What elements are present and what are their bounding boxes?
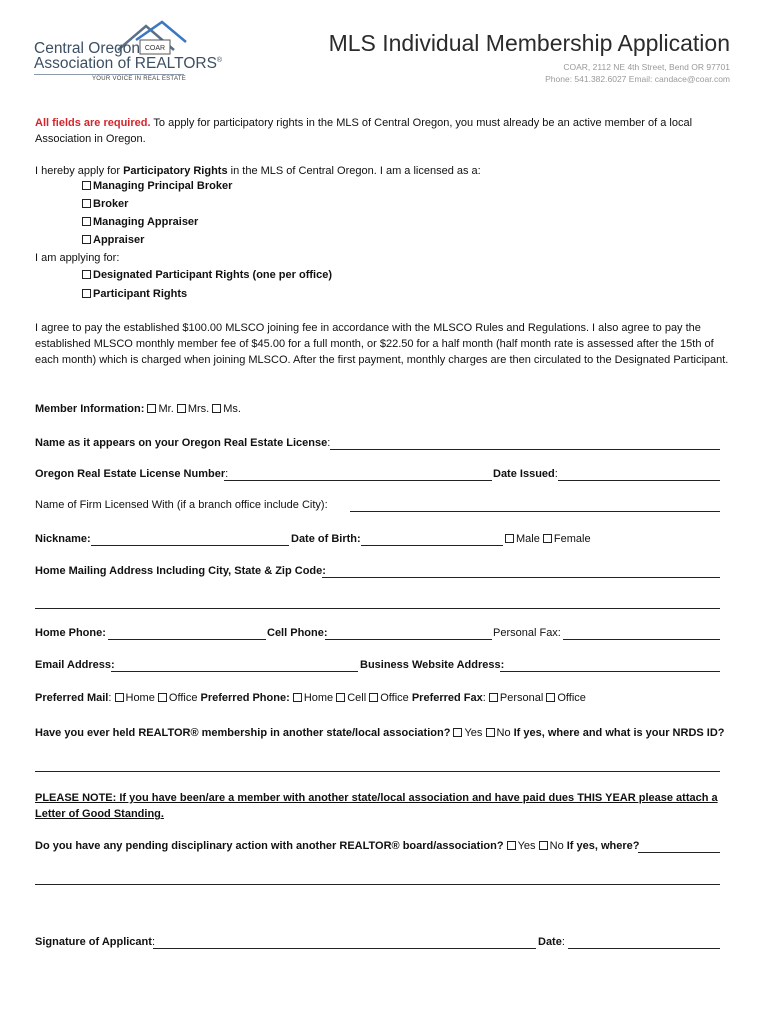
dob-field[interactable] xyxy=(361,545,503,546)
realtor-question: Have you ever held REALTOR® membership in another state/local association? xyxy=(35,727,451,739)
signature-text: Signature of Applicant xyxy=(35,936,152,948)
pref-fax-office-label: Office xyxy=(557,692,586,704)
nickname-field[interactable] xyxy=(91,545,289,546)
note-text: PLEASE NOTE: If you have been/are a member with another state/local association and have paid dues THIS YEAR please attach a Letter of Good Standing. xyxy=(35,792,718,820)
female-checkbox[interactable] xyxy=(543,534,552,543)
discipline-no-checkbox[interactable] xyxy=(539,841,548,850)
realtor-no-checkbox[interactable] xyxy=(486,728,495,737)
pref-fax-label: Preferred Fax xyxy=(411,692,483,704)
where-question: If yes, where? xyxy=(566,840,640,852)
personal-fax-field[interactable] xyxy=(563,639,720,640)
title-ms-label: Ms. xyxy=(223,403,241,415)
option-label: Managing Appraiser xyxy=(93,216,199,228)
logo-divider xyxy=(34,74,184,75)
discipline-row xyxy=(35,840,640,852)
date-text: Date xyxy=(538,936,562,948)
pref-mail-home-checkbox[interactable] xyxy=(115,693,124,702)
license-number-field[interactable] xyxy=(224,480,492,481)
pref-fax-personal-checkbox[interactable] xyxy=(489,693,498,702)
discipline-yes-label: Yes xyxy=(517,840,536,852)
date-label: Date: xyxy=(538,936,565,948)
discipline-yes-checkbox[interactable] xyxy=(507,841,516,850)
rights-option-participant[interactable] xyxy=(82,288,187,300)
email-field[interactable] xyxy=(111,671,358,672)
address-field-2[interactable] xyxy=(35,608,720,609)
realtor-no-label: No xyxy=(496,727,511,739)
date-issued-label: Date Issued: xyxy=(493,468,558,480)
date-issued-text: Date Issued xyxy=(493,468,555,480)
applying-label: I am applying for: xyxy=(35,252,120,264)
option-label: Broker xyxy=(93,198,129,210)
realtor-yes-label: Yes xyxy=(464,727,483,739)
website-field[interactable] xyxy=(500,671,720,672)
intro-text: To apply for participatory rights in the MLS of Central Oregon, you must already be an active member of a local Association in Oregon. xyxy=(35,117,693,145)
option-label: Managing Principal Broker xyxy=(93,180,233,192)
website-label: Business Website Address: xyxy=(360,659,505,671)
org-name-line2 xyxy=(34,55,222,73)
cell-phone-label: Cell Phone: xyxy=(267,627,328,639)
pref-fax-personal-label: Personal xyxy=(499,692,544,704)
license-option-appraiser[interactable] xyxy=(82,234,144,246)
checkbox[interactable] xyxy=(82,289,91,298)
title-mrs-label: Mrs. xyxy=(187,403,210,415)
gender-options xyxy=(505,533,591,545)
option-label: Designated Participant Rights (one per office) xyxy=(93,269,332,281)
org-name-line1: Central Oregon xyxy=(34,40,140,57)
name-label: Name as it appears on your Oregon Real Estate License xyxy=(35,437,328,449)
title-mrs-checkbox[interactable] xyxy=(177,404,186,413)
male-checkbox[interactable] xyxy=(505,534,514,543)
checkbox[interactable] xyxy=(82,217,91,226)
pref-phone-cell-label: Cell xyxy=(347,692,367,704)
title-mr-checkbox[interactable] xyxy=(147,404,156,413)
pref-fax-office-checkbox[interactable] xyxy=(546,693,555,702)
name-row: Name as it appears on your Oregon Real Estate License: xyxy=(35,437,331,449)
firm-label: Name of Firm Licensed With (if a branch office include City): xyxy=(35,499,328,511)
nrds-answer-field[interactable] xyxy=(35,771,720,772)
org-reg-mark: ® xyxy=(216,56,223,64)
email-label: Email Address: xyxy=(35,659,115,671)
title-ms-checkbox[interactable] xyxy=(212,404,221,413)
female-label: Female xyxy=(553,533,591,545)
nrds-question: If yes, where and what is your NRDS ID? xyxy=(513,727,725,739)
home-phone-field[interactable] xyxy=(108,639,266,640)
checkbox[interactable] xyxy=(82,181,91,190)
address-field-1[interactable] xyxy=(322,577,720,578)
apply-lead-bold: Participatory Rights xyxy=(123,165,228,177)
cell-phone-field[interactable] xyxy=(325,639,492,640)
date-issued-field[interactable] xyxy=(558,480,720,481)
apply-statement xyxy=(35,163,735,179)
name-field[interactable] xyxy=(330,449,720,450)
firm-field[interactable] xyxy=(350,511,720,512)
discipline-question: Do you have any pending disciplinary action with another REALTOR® board/association? xyxy=(35,840,504,852)
org-contact xyxy=(545,61,730,85)
pref-mail-office-checkbox[interactable] xyxy=(158,693,167,702)
discipline-answer-field[interactable] xyxy=(35,884,720,885)
option-label: Participant Rights xyxy=(93,288,188,300)
member-info-row xyxy=(35,403,241,415)
pref-phone-home-label: Home xyxy=(303,692,334,704)
license-number-label: Oregon Real Estate License Number: xyxy=(35,468,229,480)
good-standing-note xyxy=(35,790,735,822)
title-mr-label: Mr. xyxy=(158,403,174,415)
home-phone-label: Home Phone: xyxy=(35,627,106,639)
discipline-no-label: No xyxy=(549,840,564,852)
license-label: Oregon Real Estate License Number xyxy=(35,468,226,480)
license-option-mpb[interactable] xyxy=(82,180,232,192)
address-label: Home Mailing Address Including City, State & Zip Code: xyxy=(35,565,326,577)
preferences-row: Preferred Mail: Home Office Preferred Phone: Home Cell Office Preferred Fax: Personal Office xyxy=(35,692,586,704)
org-name-line2-text: Association of REALTORS xyxy=(34,55,217,72)
license-option-managing-appraiser[interactable] xyxy=(82,216,198,228)
signature-label: Signature of Applicant: xyxy=(35,936,155,948)
pref-phone-cell-checkbox[interactable] xyxy=(336,693,345,702)
member-info-label: Member Information: xyxy=(35,403,145,415)
checkbox[interactable] xyxy=(82,270,91,279)
nickname-label: Nickname: xyxy=(35,533,91,545)
license-option-broker[interactable] xyxy=(82,198,128,210)
fee-paragraph: I agree to pay the established $100.00 MLSCO joining fee in accordance with the MLSCO Rules and Regulations. I also agree to pay the established MLSCO monthly member fee of $45.00 for a full month, or $22.50 for a half month (half month rate is assessed after the 15th of each month) which is charged when joining MLSCO. After the first payment, monthly charges are then circulated to the Designated Participant. xyxy=(35,322,729,366)
pref-mail-home-label: Home xyxy=(125,692,155,704)
pref-mail-label: Preferred Mail xyxy=(35,692,109,704)
pref-phone-label: Preferred Phone: xyxy=(200,692,290,704)
rights-option-designated[interactable] xyxy=(82,269,332,281)
pref-phone-office-checkbox[interactable] xyxy=(369,693,378,702)
intro-paragraph xyxy=(35,115,735,147)
realtor-yes-checkbox[interactable] xyxy=(453,728,462,737)
org-phone-email: Phone: 541.382.6027 Email: candace@coar.com xyxy=(545,74,730,84)
apply-lead: I hereby apply for xyxy=(35,165,124,177)
required-notice: All fields are required. xyxy=(35,117,151,129)
personal-fax-label: Personal Fax: xyxy=(493,627,561,639)
pref-phone-office-label: Office xyxy=(380,692,409,704)
checkbox[interactable] xyxy=(82,235,91,244)
where-field[interactable] xyxy=(638,852,720,853)
signature-field[interactable] xyxy=(153,948,536,949)
apply-lead-tail: in the MLS of Central Oregon. I am a licensed as a: xyxy=(227,165,481,177)
page-title: MLS Individual Membership Application xyxy=(328,30,730,56)
option-label: Appraiser xyxy=(93,234,145,246)
realtor-question-row xyxy=(35,727,725,739)
pref-mail-office-label: Office xyxy=(168,692,198,704)
checkbox[interactable] xyxy=(82,199,91,208)
org-tagline: YOUR VOICE IN REAL ESTATE xyxy=(92,76,187,82)
logo-badge: COAR xyxy=(144,45,166,52)
date-field[interactable] xyxy=(568,948,720,949)
dob-label: Date of Birth: xyxy=(291,533,361,545)
org-address: COAR, 2112 NE 4th Street, Bend OR 97701 xyxy=(563,62,730,72)
male-label: Male xyxy=(516,533,540,545)
pref-phone-home-checkbox[interactable] xyxy=(293,693,302,702)
